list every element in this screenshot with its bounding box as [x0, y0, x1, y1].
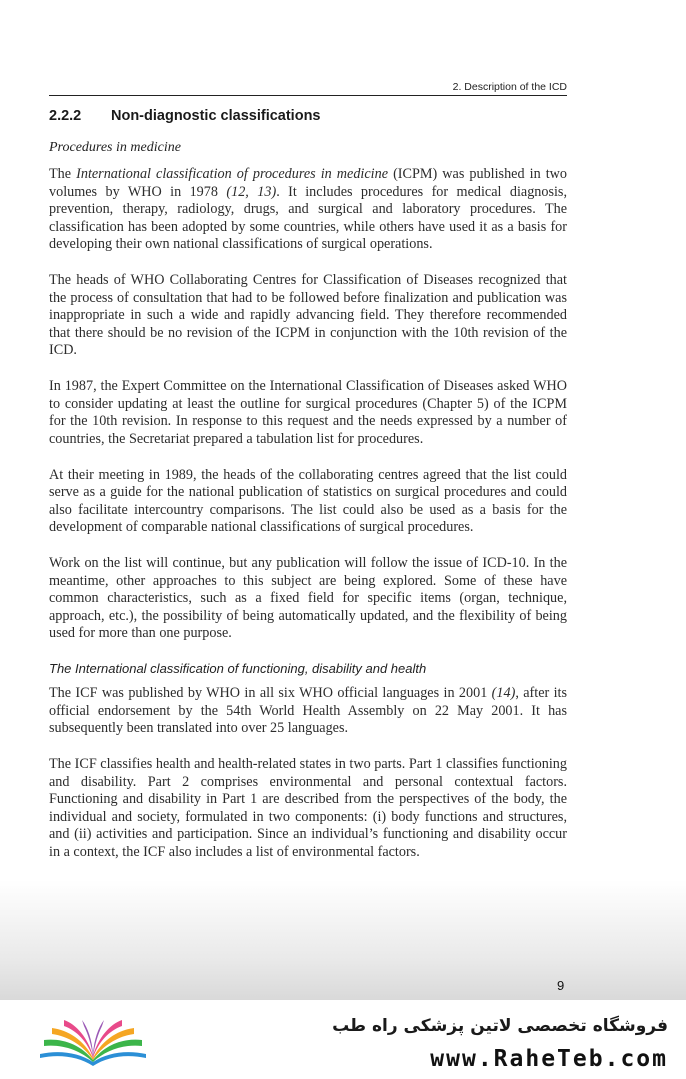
page-content [49, 108, 567, 880]
paragraph: The International classification of procedures in medicine (ICPM) was published in two volumes by WHO in 1978 (12, 13). It includes procedures for medical diagnosis, prevention, therapy, radiology, drugs, and surgical and laboratory procedures. The classification has been adopted by some countries, while others have used it as a basis for developing their own national classifications of surgical operations. [49, 166, 568, 252]
section-number: 2.2.2 [49, 108, 82, 124]
section-title: Non-diagnostic classifications [111, 108, 321, 124]
store-url[interactable]: www.RaheTeb.com [430, 1046, 668, 1072]
reference: (12, 13) [226, 183, 277, 200]
book-title: International classification of procedures in medicine [76, 166, 389, 182]
page-number: 9 [557, 978, 565, 993]
running-head: 2. Description of the ICD [49, 81, 567, 96]
store-name: فروشگاه تخصصی لاتین پزشکی راه طب [332, 1016, 668, 1036]
subsection-heading-procedures: Procedures in medicine [49, 140, 181, 155]
paragraph: The heads of WHO Collaborating Centres for Classification of Diseases recognized that the process of consultation that had to be followed before finalization and publication was inappropriate in such a wide and rapidly advancing field. They therefore recommended that there should be no revision of the ICPM in conjunction with the 10th revision of the ICD. [49, 272, 567, 358]
paragraph: At their meeting in 1989, the heads of the collaborating centres agreed that the list could serve as a guide for the national publication of statistics on surgical procedures and could also facilitate intercountry comparisons. The list could also be used as a basis for the development of comparable national classifications of surgical procedures. [49, 466, 567, 535]
store-footer [0, 1000, 686, 1079]
paragraph: The ICF classifies health and health-related states in two parts. Part 1 classifies functioning and disability. Part 2 comprises environmental and personal contextual factors. Functioning and disability in Part 1 are described from the perspectives of the body, the individual and society, formulated in two components: (i) body functions and structures, and (ii) activities and participation. Since an individual’s functioning and disability occur in a context, the ICF also includes a list of environmental factors. [49, 756, 567, 860]
paragraph: The ICF was published by WHO in all six WHO official languages in 2001 (14), after its official endorsement by the 54th World Health Assembly on 22 May 2001. It has subsequently been translated into over 25 languages. [49, 685, 567, 736]
paragraph: Work on the list will continue, but any publication will follow the issue of ICD-10. In the meantime, other approaches to this subject are being explored. Some of these have common characteristics, such as a fixed field for specific items (organ, technique, approach, etc.), the possibility of being automatically updated, and the flexibility of being used for more than one purpose. [49, 555, 567, 641]
subsection-heading-icf: The International classification of functioning, disability and health [49, 661, 427, 676]
paragraph: In 1987, the Expert Committee on the International Classification of Diseases asked WHO to consider updating at least the outline for surgical procedures (Chapter 5) of the ICPM for the 10th revision. In response to this request and the needs expressed by a number of countries, the Secretariat prepared a tabulation list for procedures. [49, 378, 567, 447]
open-book-logo-icon [38, 1018, 148, 1066]
section-heading [49, 108, 567, 124]
reference: (14) [491, 685, 516, 701]
